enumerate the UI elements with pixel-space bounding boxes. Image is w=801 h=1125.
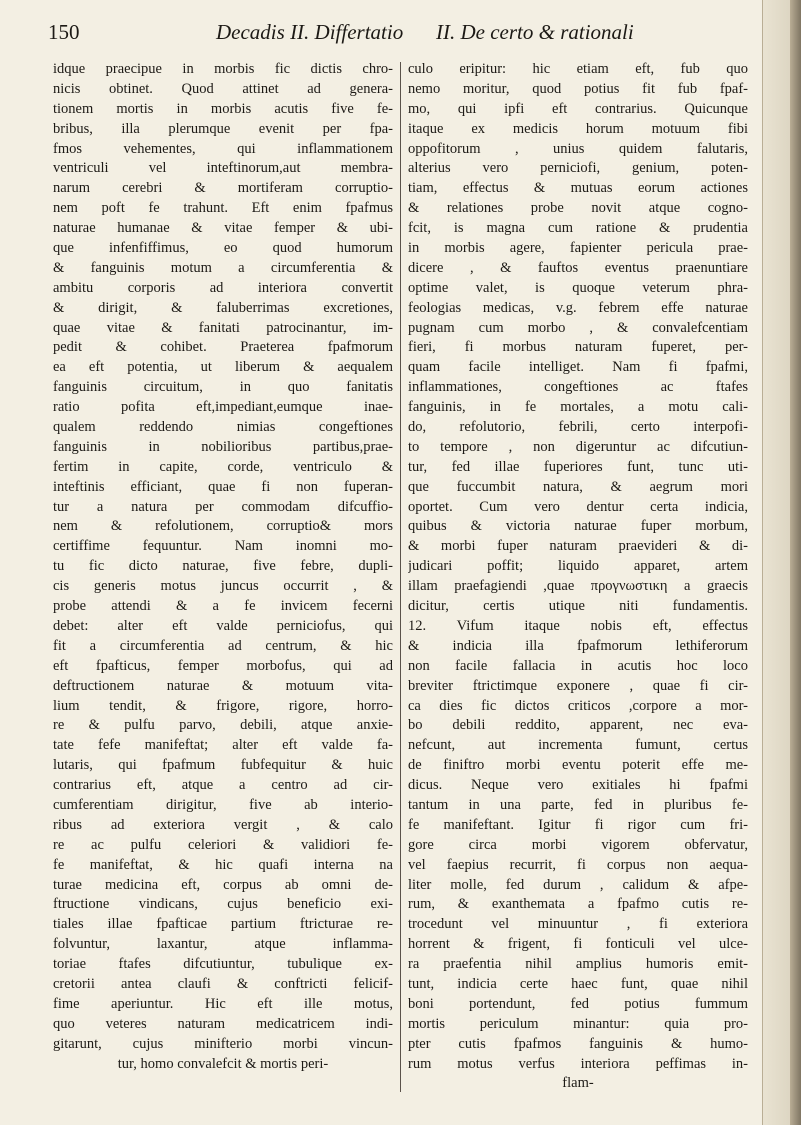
text-line: lutaris, qui fpafmum fubfequitur & huic bbox=[53, 757, 393, 774]
text-line: alterius vero perniciofi, genium, poten- bbox=[408, 160, 748, 177]
text-line: folvuntur, laxantur, atque inflamma- bbox=[53, 936, 393, 953]
text-line: probe attendi & a fe invicem fecerni bbox=[53, 598, 393, 615]
left-text-column bbox=[53, 60, 393, 1074]
text-line: ra praefentia nihil amplius humoris emit- bbox=[408, 956, 748, 973]
text-line: feologias medicas, v.g. febrem effe naturae bbox=[408, 299, 748, 316]
text-line: fcit, is magna cum ratione & prudentia bbox=[408, 220, 748, 237]
text-line: pedit & cohibet. Praeterea fpafmorum bbox=[53, 339, 393, 356]
text-line: fertim in capite, corde, ventriculo & bbox=[53, 458, 393, 475]
text-line: tiam, effectus & mutuas eorum actiones bbox=[408, 180, 748, 197]
text-line: tantum in una parte, fed in pluribus fe- bbox=[408, 796, 748, 813]
text-line: rum motus verfus interiora peffimas in- bbox=[408, 1055, 748, 1072]
text-line: tionem mortis in morbis acutis five fe- bbox=[53, 100, 393, 117]
text-line: cumferentiam dirigitur, five ab interio- bbox=[53, 796, 393, 813]
text-line: gore circa morbi vigorem obfervatur, bbox=[408, 836, 748, 853]
text-line: ratio pofita eft,impediant,eumque inae- bbox=[53, 399, 393, 416]
text-line: judicari poffit; liquido apparet, artem bbox=[408, 558, 748, 575]
text-line: quo veteres naturam medicatricem indi- bbox=[53, 1015, 393, 1032]
text-line: que fuccumbit natura, & aegrum mori bbox=[408, 478, 748, 495]
text-line: gitarunt, cujus minifterio morbi vincun- bbox=[53, 1035, 393, 1052]
text-line: & morbi fuper naturam praevideri & di- bbox=[408, 538, 748, 555]
text-line: fime aperiuntur. Hic eft ille motus, bbox=[53, 995, 393, 1012]
text-line: cis generis motus juncus occurrit , & bbox=[53, 578, 393, 595]
text-line: de finiftro morbi eventu poterit effe me- bbox=[408, 757, 748, 774]
text-line: tur, fed illae fuperiores funt, tunc uti- bbox=[408, 458, 748, 475]
running-header bbox=[48, 20, 748, 50]
text-line: nefcunt, aut incrementa fumunt, certus bbox=[408, 737, 748, 754]
text-line: nem & refolutionem, corruptio& mors bbox=[53, 518, 393, 535]
text-line: flam- bbox=[562, 1075, 594, 1092]
text-line: bribus, illa plerumque evenit per fpa- bbox=[53, 120, 393, 137]
text-line: cretorii antea claufi & conftricti felicif- bbox=[53, 975, 393, 992]
text-line: fe manifeftant. Igitur fi rigor cum fri- bbox=[408, 816, 748, 833]
text-line: que infenfiffimus, eo quod humorum bbox=[53, 240, 393, 257]
header-title-left: Decadis II. Differtatio bbox=[216, 20, 404, 44]
right-text-column bbox=[408, 60, 748, 1094]
text-line: qualem reddendo nimias congeftiones bbox=[53, 419, 393, 436]
text-line: nicis obtinet. Quod attinet ad genera- bbox=[53, 80, 393, 97]
text-line: oppofitorum , unius quidem falutaris, bbox=[408, 140, 748, 157]
text-line: debet: alter eft valde perniciofus, qui bbox=[53, 617, 393, 634]
text-line: tur a natura per commodam difcuffio- bbox=[53, 498, 393, 515]
page-number: 150 bbox=[48, 20, 80, 44]
text-line: idque praecipue in morbis fic dictis chro- bbox=[53, 61, 393, 77]
text-line: nem poft fe trahunt. Eft enim fpafmus bbox=[53, 200, 393, 217]
text-line: quam facile intelliget. Nam fi fpafmi, bbox=[408, 359, 748, 376]
text-line: nemo moritur, quod potius fit fub fpaf- bbox=[408, 80, 748, 97]
text-line: dicitur, certis utique niti fundamentis. bbox=[408, 598, 748, 615]
text-line: non facile fallacia in acutis hoc loco bbox=[408, 657, 748, 674]
text-line: fanguinis, in fe mortales, a motu cali- bbox=[408, 399, 748, 416]
text-line: mortis periculum minantur: quia pro- bbox=[408, 1015, 748, 1032]
text-line: tunt, indicia certe haec funt, quae nihil bbox=[408, 975, 748, 992]
text-line: dicere , & fauftos eventus praenuntiare bbox=[408, 259, 748, 276]
text-line: toriae ftafes difcutiuntur, tubulique ex- bbox=[53, 956, 393, 973]
text-line: to tempore , non digeruntur ac difcutiun- bbox=[408, 438, 748, 455]
text-line: ca dies fic dictos criticos ,corpore a mor- bbox=[408, 697, 748, 714]
text-line: ea eft potentia, ut liberum & aequalem bbox=[53, 359, 393, 376]
text-line: illam praefagiendi ,quae προγνωστικη a graecis bbox=[408, 578, 748, 595]
text-line: fieri, fi morbus naturam fuperet, per- bbox=[408, 339, 748, 356]
text-line: do, refolutorio, febrili, certo interpofi- bbox=[408, 419, 748, 436]
text-line: culo eripitur: hic etiam eft, fub quo bbox=[408, 61, 748, 77]
text-line: eft fpafticus, femper morbofus, qui ad bbox=[53, 657, 393, 674]
text-line: tate fefe manifeftat; alter eft valde fa- bbox=[53, 737, 393, 754]
text-line: liter molle, fed durum , calidum & afpe- bbox=[408, 876, 748, 893]
text-line: dicus. Neque vero exitiales hi fpafmi bbox=[408, 777, 748, 794]
text-line: turae medicina eft, corpus ab omni de- bbox=[53, 876, 393, 893]
text-line: boni portendunt, fed potius fummum bbox=[408, 995, 748, 1012]
text-line: naturae humanae & vitae femper & ubi- bbox=[53, 220, 393, 237]
text-line: tu fic dicto naturae, five febre, dupli- bbox=[53, 558, 393, 575]
text-line: re & pulfu parvo, debili, atque anxie- bbox=[53, 717, 393, 734]
text-line: mo, qui ipfi eft contrarius. Quicunque bbox=[408, 100, 748, 117]
text-line: fanguinis in nobilioribus partibus,prae- bbox=[53, 438, 393, 455]
text-line: trocedunt vel minuuntur , fi exteriora bbox=[408, 916, 748, 933]
text-line: fmos vehementes, qui inflammationem bbox=[53, 140, 393, 157]
text-line: deftructionem naturae & motuum vita- bbox=[53, 677, 393, 694]
text-line: fit a circumferentia ad centrum, & hic bbox=[53, 637, 393, 654]
text-line: optime valet, is quoque veterum phra- bbox=[408, 279, 748, 296]
text-line: certiffime fequuntur. Nam inomni mo- bbox=[53, 538, 393, 555]
text-line: fe manifeftat, & hic quafi interna na bbox=[53, 856, 393, 873]
text-line: breviter ftrictimque exponere , quae fi cir- bbox=[408, 677, 748, 694]
text-line: ftructione vindicans, cujus beneficio exi- bbox=[53, 896, 393, 913]
text-line: in morbis agere, fapienter pericula prae- bbox=[408, 240, 748, 257]
text-line: & dirigit, & faluberrimas excretiones, bbox=[53, 299, 393, 316]
text-line: re ac pulfu celeriori & validiori fe- bbox=[53, 836, 393, 853]
header-title-right: II. De certo & rationali bbox=[436, 20, 634, 44]
text-line: ambitu corporis ad interiora convertit bbox=[53, 279, 393, 296]
text-line: bo debili reddito, apparent, nec eva- bbox=[408, 717, 748, 734]
text-line: 12. Vifum itaque nobis eft, effectus bbox=[408, 617, 748, 634]
text-line: rum, & exanthemata a fpafmo cutis re- bbox=[408, 896, 748, 913]
column-divider bbox=[400, 62, 401, 1092]
text-line: vel faepius recurrit, fi corpus non aequa- bbox=[408, 856, 748, 873]
text-line: quibus & victoria naturae fuper morbum, bbox=[408, 518, 748, 535]
text-line: ventriculi vel inteftinorum,aut membra- bbox=[53, 160, 393, 177]
text-line: inflammationes, congeftiones ac ftafes bbox=[408, 379, 748, 396]
text-line: itaque ex medicis horum motuum fibi bbox=[408, 120, 748, 137]
text-line: narum cerebri & mortiferam corruptio- bbox=[53, 180, 393, 197]
text-line: & relationes probe novit atque cogno- bbox=[408, 200, 748, 217]
book-fold-shadow bbox=[790, 0, 801, 1125]
text-line: tur, homo convalefcit & mortis peri- bbox=[117, 1055, 329, 1072]
text-line: horrent & frigent, fi fonticuli vel ulce- bbox=[408, 936, 748, 953]
text-line: fanguinis circuitum, in quo fanitatis bbox=[53, 379, 393, 396]
text-line: pugnam cum morbo , & convalefcentiam bbox=[408, 319, 748, 336]
text-line: & fanguinis motum a circumferentia & bbox=[53, 259, 393, 276]
text-line: pter cutis fpafmos fanguinis & humo- bbox=[408, 1035, 748, 1052]
text-line: ribus ad exteriora vergit , & calo bbox=[53, 816, 393, 833]
text-line: contrarius eft, atque a centro ad cir- bbox=[53, 777, 393, 794]
text-line: quae vitae & fanitati patrocinantur, im- bbox=[53, 319, 393, 336]
text-line: & indicia illa fpafmorum lethiferorum bbox=[408, 637, 748, 654]
text-line: oportet. Cum vero dentur certa indicia, bbox=[408, 498, 748, 515]
text-line: tiales illae fpafticae partium ftricturae re- bbox=[53, 916, 393, 933]
text-line: inteftinis efficiant, quae fi non fuperan- bbox=[53, 478, 393, 495]
text-line: lium tendit, & frigore, rigore, horro- bbox=[53, 697, 393, 714]
